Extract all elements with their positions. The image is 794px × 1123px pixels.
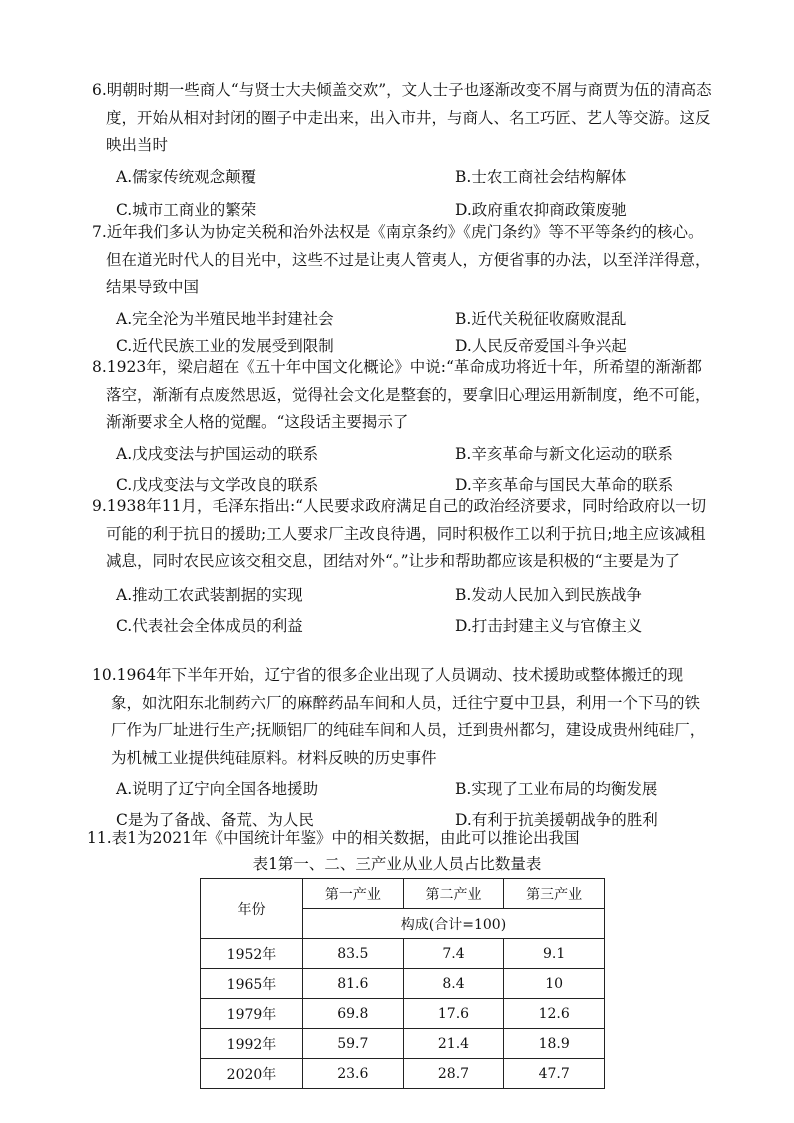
option-c[interactable]: C.戊戌变法与文学改良的联系 [116,475,319,494]
option-d[interactable]: D.政府重农抑商政策废驰 [455,200,627,219]
option-c[interactable]: C是为了备战、备荒、为人民 [116,811,314,829]
value-cell: 81.6 [303,969,404,999]
table-caption: 表1第一、二、三产业从业人员占比数量表 [252,855,542,873]
value-cell: 83.5 [303,939,404,969]
option-b[interactable]: B.实现了工业布局的均衡发展 [455,780,658,798]
year-cell: 2020年 [201,1059,303,1089]
table-row [201,939,605,969]
question-8 [92,354,712,499]
question-stem: 10.1964年下半年开始，辽宁省的很多企业出现了人员调动、技术援助或整体搬迁的现象，如沈阳东北制药六厂的麻醉药品车间和人员，迁往宁夏中卫县，利用一个下马的铁厂作为厂址进行生产;抚顺铝厂的纯硅车间和人员，迁到贵州都匀，建设成贵州纯硅厂，为机械工业提供纯硅原料。材料反映的历史事件 [92,666,706,767]
table-header-row [201,879,605,909]
table-row [201,969,605,999]
option-a[interactable]: A.说明了辽宁向全国各地援助 [116,780,319,798]
option-c[interactable]: C.代表社会全体成员的利益 [116,616,303,635]
option-a[interactable]: A.戊戌变法与护国运动的联系 [116,444,319,463]
question-9 [92,493,712,640]
value-cell: 7.4 [403,939,504,969]
option-d[interactable]: D.人民反帝爱国斗争兴起 [455,336,627,355]
column-header-secondary: 第二产业 [403,879,504,909]
option-row [116,776,712,803]
value-cell: 18.9 [504,1029,605,1059]
value-cell: 21.4 [403,1029,504,1059]
value-cell: 69.8 [303,999,404,1029]
value-cell: 28.7 [403,1059,504,1089]
option-row [116,306,712,333]
table-row [201,999,605,1029]
year-cell: 1979年 [201,999,303,1029]
question-11 [87,825,707,853]
option-b[interactable]: B.辛亥革命与新文化运动的联系 [455,444,673,463]
year-cell: 1992年 [201,1029,303,1059]
option-b[interactable]: B.发动人民加入到民族战争 [455,585,642,604]
question-stem: 7.近年我们多认为协定关税和治外法权是《南京条约》《虎门条约》等不平等条约的核心。但在道光时代人的目光中，这些不过是让夷人管夷人，方便省事的办法，以至洋洋得意，结果导致中国 [92,223,711,296]
question-stem: 6.明朝时期一些商人“与贤士大夫倾盖交欢”，文人士子也逐渐改变不屑与商贾为伍的清高态度，开始从相对封闭的圈子中走出来，出入市井，与商人、名工巧匠、艺人等交游。这反映出当时 [92,81,712,154]
option-d[interactable]: D.辛亥革命与国民大革命的联系 [455,475,674,494]
question-6 [92,77,712,224]
value-cell: 8.4 [403,969,504,999]
column-header-tertiary: 第三产业 [504,879,605,909]
column-header-primary: 第一产业 [303,879,404,909]
year-cell: 1965年 [201,969,303,999]
option-c[interactable]: C.近代民族工业的发展受到限制 [116,336,334,355]
option-b[interactable]: B.近代关税征收腐败混乱 [455,309,627,328]
table-row [201,1029,605,1059]
question-7 [92,219,712,360]
option-d[interactable]: D.有利于抗美援朝战争的胜利 [455,811,658,829]
value-cell: 59.7 [303,1029,404,1059]
value-cell: 10 [504,969,605,999]
question-stem: 9.1938年11月，毛泽东指出:“人民要求政府满足自己的政治经济要求，同时给政府以一切可能的利于抗日的援助;工人要求厂主改良待遇，同时积极作工以利于抗日;地主应该减租减息，同时农民应该交租交息，团结对外“。”让步和帮助都应该是积极的“主要是为了 [92,497,707,570]
option-row [116,613,712,640]
value-cell: 12.6 [504,999,605,1029]
option-a[interactable]: A.推动工农武装割据的实现 [116,585,303,604]
question-stem: 8.1923年，梁启超在《五十年中国文化概论》中说:“革命成功将近十年，所希望的渐渐都落空，渐渐有点废然思返，觉得社会文化是整套的，要拿旧心理运用新制度，绝不可能，渐渐要求全人格的觉醒。“这段话主要揭示了 [92,358,711,431]
option-a[interactable]: A.完全沦为半殖民地半封建社会 [116,309,334,328]
year-cell: 1952年 [201,939,303,969]
question-10 [92,662,712,834]
value-cell: 23.6 [303,1059,404,1089]
option-a[interactable]: A.儒家传统观念颠覆 [116,167,257,186]
option-row [116,441,712,468]
value-cell: 17.6 [403,999,504,1029]
option-row [116,164,712,191]
option-d[interactable]: D.打击封建主义与官僚主义 [455,616,643,635]
option-b[interactable]: B.士农工商社会结构解体 [455,167,627,186]
composition-subheader: 构成(合计=100) [303,909,605,939]
value-cell: 9.1 [504,939,605,969]
employment-share-table [200,878,605,1089]
option-c[interactable]: C.城市工商业的繁荣 [116,200,257,219]
table-row [201,1059,605,1089]
year-column-header: 年份 [201,879,303,939]
question-stem: 11.表1为2021年《中国统计年鉴》中的相关数据，由此可以推论出我国 [87,829,580,847]
option-row [116,582,712,609]
value-cell: 47.7 [504,1059,605,1089]
